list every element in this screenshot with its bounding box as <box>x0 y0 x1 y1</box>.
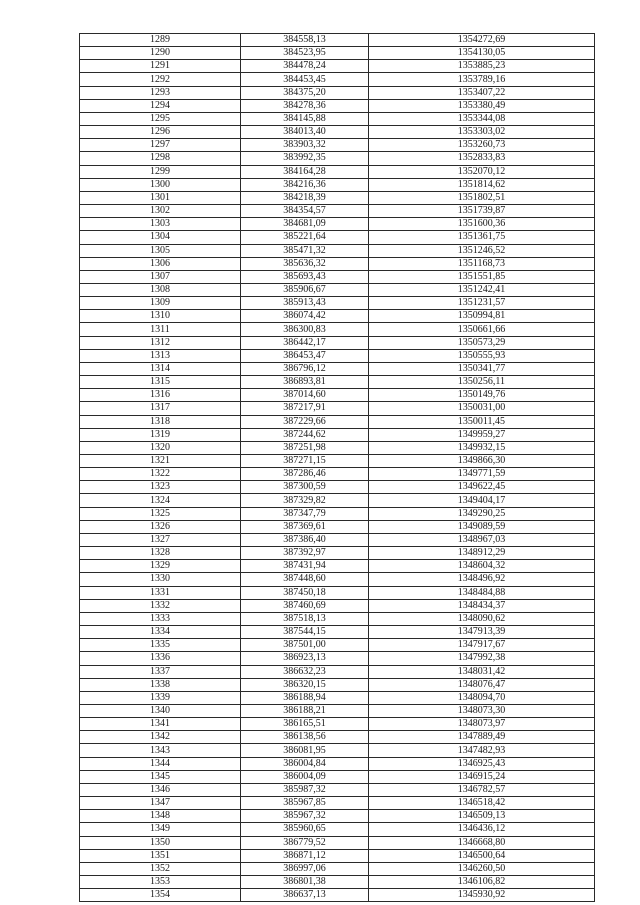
table-row <box>80 257 595 270</box>
y-coordinate-cell: 1348073,97 <box>369 718 595 731</box>
table-row <box>80 126 595 139</box>
x-coordinate-cell: 387501,00 <box>241 639 369 652</box>
point-number-cell: 1290 <box>80 47 241 60</box>
x-coordinate-cell: 387229,66 <box>241 415 369 428</box>
x-coordinate-cell: 387347,79 <box>241 507 369 520</box>
x-coordinate-cell: 385987,32 <box>241 783 369 796</box>
y-coordinate-cell: 1346915,24 <box>369 770 595 783</box>
x-coordinate-cell: 385967,32 <box>241 810 369 823</box>
table-row <box>80 718 595 731</box>
table-row <box>80 152 595 165</box>
y-coordinate-cell: 1348090,62 <box>369 612 595 625</box>
x-coordinate-cell: 386893,81 <box>241 376 369 389</box>
point-number-cell: 1346 <box>80 783 241 796</box>
point-number-cell: 1304 <box>80 231 241 244</box>
table-row <box>80 165 595 178</box>
table-row <box>80 244 595 257</box>
y-coordinate-cell: 1353380,49 <box>369 99 595 112</box>
x-coordinate-cell: 386801,38 <box>241 876 369 889</box>
table-row <box>80 402 595 415</box>
y-coordinate-cell: 1352070,12 <box>369 165 595 178</box>
table-row <box>80 455 595 468</box>
y-coordinate-cell: 1351361,75 <box>369 231 595 244</box>
point-number-cell: 1298 <box>80 152 241 165</box>
x-coordinate-cell: 384278,36 <box>241 99 369 112</box>
point-number-cell: 1337 <box>80 665 241 678</box>
x-coordinate-cell: 387386,40 <box>241 533 369 546</box>
table-row <box>80 99 595 112</box>
table-row <box>80 283 595 296</box>
point-number-cell: 1311 <box>80 323 241 336</box>
x-coordinate-cell: 387014,60 <box>241 389 369 402</box>
x-coordinate-cell: 383992,35 <box>241 152 369 165</box>
point-number-cell: 1308 <box>80 283 241 296</box>
table-row <box>80 310 595 323</box>
y-coordinate-cell: 1348604,32 <box>369 560 595 573</box>
table-row <box>80 757 595 770</box>
point-number-cell: 1305 <box>80 244 241 257</box>
point-number-cell: 1335 <box>80 639 241 652</box>
point-number-cell: 1343 <box>80 744 241 757</box>
table-row <box>80 639 595 652</box>
table-row <box>80 797 595 810</box>
x-coordinate-cell: 384375,20 <box>241 86 369 99</box>
table-row <box>80 73 595 86</box>
x-coordinate-cell: 387217,91 <box>241 402 369 415</box>
table-row <box>80 533 595 546</box>
y-coordinate-cell: 1348434,37 <box>369 599 595 612</box>
x-coordinate-cell: 384164,28 <box>241 165 369 178</box>
table-row <box>80 783 595 796</box>
x-coordinate-cell: 387369,61 <box>241 520 369 533</box>
y-coordinate-cell: 1349771,59 <box>369 468 595 481</box>
table-row <box>80 349 595 362</box>
table-row <box>80 481 595 494</box>
point-number-cell: 1295 <box>80 112 241 125</box>
y-coordinate-cell: 1346668,80 <box>369 836 595 849</box>
x-coordinate-cell: 385636,32 <box>241 257 369 270</box>
y-coordinate-cell: 1353303,02 <box>369 126 595 139</box>
x-coordinate-cell: 386796,12 <box>241 362 369 375</box>
y-coordinate-cell: 1348496,92 <box>369 573 595 586</box>
x-coordinate-cell: 386300,83 <box>241 323 369 336</box>
x-coordinate-cell: 387329,82 <box>241 494 369 507</box>
table-row <box>80 678 595 691</box>
x-coordinate-cell: 384558,13 <box>241 34 369 47</box>
y-coordinate-cell: 1348094,70 <box>369 691 595 704</box>
y-coordinate-cell: 1347482,93 <box>369 744 595 757</box>
y-coordinate-cell: 1351739,87 <box>369 205 595 218</box>
y-coordinate-cell: 1346509,13 <box>369 810 595 823</box>
point-number-cell: 1353 <box>80 876 241 889</box>
point-number-cell: 1354 <box>80 889 241 902</box>
y-coordinate-cell: 1346782,57 <box>369 783 595 796</box>
y-coordinate-cell: 1346500,64 <box>369 849 595 862</box>
y-coordinate-cell: 1347889,49 <box>369 731 595 744</box>
x-coordinate-cell: 387392,97 <box>241 547 369 560</box>
x-coordinate-cell: 386923,13 <box>241 652 369 665</box>
x-coordinate-cell: 383903,32 <box>241 139 369 152</box>
x-coordinate-cell: 387544,15 <box>241 626 369 639</box>
x-coordinate-cell: 386637,13 <box>241 889 369 902</box>
point-number-cell: 1352 <box>80 862 241 875</box>
point-number-cell: 1317 <box>80 402 241 415</box>
x-coordinate-cell: 386442,17 <box>241 336 369 349</box>
point-number-cell: 1323 <box>80 481 241 494</box>
table-row <box>80 34 595 47</box>
point-number-cell: 1326 <box>80 520 241 533</box>
x-coordinate-cell: 384478,24 <box>241 60 369 73</box>
table-row <box>80 573 595 586</box>
table-row <box>80 691 595 704</box>
point-number-cell: 1322 <box>80 468 241 481</box>
y-coordinate-cell: 1351600,36 <box>369 218 595 231</box>
table-row <box>80 626 595 639</box>
point-number-cell: 1291 <box>80 60 241 73</box>
point-number-cell: 1330 <box>80 573 241 586</box>
table-row <box>80 270 595 283</box>
point-number-cell: 1320 <box>80 441 241 454</box>
point-number-cell: 1319 <box>80 428 241 441</box>
table-row <box>80 586 595 599</box>
x-coordinate-cell: 385471,32 <box>241 244 369 257</box>
x-coordinate-cell: 386188,94 <box>241 691 369 704</box>
x-coordinate-cell: 386004,09 <box>241 770 369 783</box>
point-number-cell: 1350 <box>80 836 241 849</box>
y-coordinate-cell: 1354272,69 <box>369 34 595 47</box>
point-number-cell: 1339 <box>80 691 241 704</box>
x-coordinate-cell: 385221,64 <box>241 231 369 244</box>
point-number-cell: 1316 <box>80 389 241 402</box>
x-coordinate-cell: 385960,65 <box>241 823 369 836</box>
table-row <box>80 47 595 60</box>
table-row <box>80 494 595 507</box>
point-number-cell: 1314 <box>80 362 241 375</box>
y-coordinate-cell: 1351231,57 <box>369 297 595 310</box>
table-row <box>80 652 595 665</box>
x-coordinate-cell: 384453,45 <box>241 73 369 86</box>
x-coordinate-cell: 386188,21 <box>241 704 369 717</box>
y-coordinate-cell: 1350555,93 <box>369 349 595 362</box>
y-coordinate-cell: 1349866,30 <box>369 455 595 468</box>
table-row <box>80 139 595 152</box>
table-row <box>80 336 595 349</box>
point-number-cell: 1315 <box>80 376 241 389</box>
y-coordinate-cell: 1351802,51 <box>369 191 595 204</box>
point-number-cell: 1336 <box>80 652 241 665</box>
y-coordinate-cell: 1353789,16 <box>369 73 595 86</box>
table-row <box>80 362 595 375</box>
x-coordinate-cell: 386453,47 <box>241 349 369 362</box>
y-coordinate-cell: 1352833,83 <box>369 152 595 165</box>
y-coordinate-cell: 1350573,29 <box>369 336 595 349</box>
y-coordinate-cell: 1353260,73 <box>369 139 595 152</box>
point-number-cell: 1340 <box>80 704 241 717</box>
table-row <box>80 810 595 823</box>
point-number-cell: 1331 <box>80 586 241 599</box>
y-coordinate-cell: 1347917,67 <box>369 639 595 652</box>
y-coordinate-cell: 1351246,52 <box>369 244 595 257</box>
x-coordinate-cell: 384354,57 <box>241 205 369 218</box>
x-coordinate-cell: 384681,09 <box>241 218 369 231</box>
table-row <box>80 178 595 191</box>
point-number-cell: 1334 <box>80 626 241 639</box>
table-row <box>80 231 595 244</box>
table-row <box>80 612 595 625</box>
point-number-cell: 1300 <box>80 178 241 191</box>
x-coordinate-cell: 385906,67 <box>241 283 369 296</box>
point-number-cell: 1324 <box>80 494 241 507</box>
x-coordinate-cell: 386632,23 <box>241 665 369 678</box>
point-number-cell: 1313 <box>80 349 241 362</box>
x-coordinate-cell: 385967,85 <box>241 797 369 810</box>
x-coordinate-cell: 386004,84 <box>241 757 369 770</box>
table-row <box>80 191 595 204</box>
x-coordinate-cell: 387251,98 <box>241 441 369 454</box>
y-coordinate-cell: 1348484,88 <box>369 586 595 599</box>
point-number-cell: 1299 <box>80 165 241 178</box>
table-row <box>80 704 595 717</box>
y-coordinate-cell: 1351551,85 <box>369 270 595 283</box>
point-number-cell: 1328 <box>80 547 241 560</box>
x-coordinate-cell: 387271,15 <box>241 455 369 468</box>
table-row <box>80 507 595 520</box>
point-number-cell: 1309 <box>80 297 241 310</box>
point-number-cell: 1303 <box>80 218 241 231</box>
table-row <box>80 547 595 560</box>
y-coordinate-cell: 1348076,47 <box>369 678 595 691</box>
y-coordinate-cell: 1351242,41 <box>369 283 595 296</box>
point-number-cell: 1312 <box>80 336 241 349</box>
table-row <box>80 441 595 454</box>
point-number-cell: 1296 <box>80 126 241 139</box>
y-coordinate-cell: 1351168,73 <box>369 257 595 270</box>
y-coordinate-cell: 1349290,25 <box>369 507 595 520</box>
point-number-cell: 1338 <box>80 678 241 691</box>
table-body <box>80 34 595 902</box>
y-coordinate-cell: 1346106,82 <box>369 876 595 889</box>
y-coordinate-cell: 1353885,23 <box>369 60 595 73</box>
table-row <box>80 389 595 402</box>
point-number-cell: 1345 <box>80 770 241 783</box>
table-row <box>80 731 595 744</box>
x-coordinate-cell: 387460,69 <box>241 599 369 612</box>
y-coordinate-cell: 1348912,29 <box>369 547 595 560</box>
y-coordinate-cell: 1351814,62 <box>369 178 595 191</box>
point-number-cell: 1351 <box>80 849 241 862</box>
point-number-cell: 1293 <box>80 86 241 99</box>
x-coordinate-cell: 387300,59 <box>241 481 369 494</box>
table-row <box>80 744 595 757</box>
y-coordinate-cell: 1353344,08 <box>369 112 595 125</box>
x-coordinate-cell: 386081,95 <box>241 744 369 757</box>
x-coordinate-cell: 386138,56 <box>241 731 369 744</box>
table-row <box>80 560 595 573</box>
y-coordinate-cell: 1348967,03 <box>369 533 595 546</box>
x-coordinate-cell: 386871,12 <box>241 849 369 862</box>
y-coordinate-cell: 1354130,05 <box>369 47 595 60</box>
x-coordinate-cell: 386320,15 <box>241 678 369 691</box>
table-row <box>80 205 595 218</box>
point-number-cell: 1333 <box>80 612 241 625</box>
point-number-cell: 1347 <box>80 797 241 810</box>
table-row <box>80 876 595 889</box>
y-coordinate-cell: 1346436,12 <box>369 823 595 836</box>
y-coordinate-cell: 1350661,66 <box>369 323 595 336</box>
table-row <box>80 862 595 875</box>
table-row <box>80 376 595 389</box>
table-row <box>80 428 595 441</box>
x-coordinate-cell: 385693,43 <box>241 270 369 283</box>
point-number-cell: 1342 <box>80 731 241 744</box>
y-coordinate-cell: 1346260,50 <box>369 862 595 875</box>
table-row <box>80 297 595 310</box>
point-number-cell: 1341 <box>80 718 241 731</box>
y-coordinate-cell: 1346925,43 <box>369 757 595 770</box>
point-number-cell: 1301 <box>80 191 241 204</box>
coordinates-table <box>79 33 595 902</box>
point-number-cell: 1348 <box>80 810 241 823</box>
table-row <box>80 323 595 336</box>
x-coordinate-cell: 384013,40 <box>241 126 369 139</box>
point-number-cell: 1344 <box>80 757 241 770</box>
y-coordinate-cell: 1347913,39 <box>369 626 595 639</box>
x-coordinate-cell: 386074,42 <box>241 310 369 323</box>
x-coordinate-cell: 384145,88 <box>241 112 369 125</box>
x-coordinate-cell: 386779,52 <box>241 836 369 849</box>
point-number-cell: 1327 <box>80 533 241 546</box>
y-coordinate-cell: 1350149,76 <box>369 389 595 402</box>
x-coordinate-cell: 387244,62 <box>241 428 369 441</box>
table-row <box>80 415 595 428</box>
point-number-cell: 1294 <box>80 99 241 112</box>
y-coordinate-cell: 1349622,45 <box>369 481 595 494</box>
y-coordinate-cell: 1350031,00 <box>369 402 595 415</box>
y-coordinate-cell: 1348073,30 <box>369 704 595 717</box>
table-row <box>80 520 595 533</box>
y-coordinate-cell: 1349089,59 <box>369 520 595 533</box>
y-coordinate-cell: 1353407,22 <box>369 86 595 99</box>
y-coordinate-cell: 1345930,92 <box>369 889 595 902</box>
point-number-cell: 1318 <box>80 415 241 428</box>
table-row <box>80 468 595 481</box>
point-number-cell: 1306 <box>80 257 241 270</box>
x-coordinate-cell: 384218,39 <box>241 191 369 204</box>
table-row <box>80 60 595 73</box>
y-coordinate-cell: 1350341,77 <box>369 362 595 375</box>
table-row <box>80 823 595 836</box>
y-coordinate-cell: 1350256,11 <box>369 376 595 389</box>
table-row <box>80 112 595 125</box>
y-coordinate-cell: 1350994,81 <box>369 310 595 323</box>
point-number-cell: 1321 <box>80 455 241 468</box>
x-coordinate-cell: 386997,06 <box>241 862 369 875</box>
y-coordinate-cell: 1348031,42 <box>369 665 595 678</box>
y-coordinate-cell: 1349959,27 <box>369 428 595 441</box>
point-number-cell: 1332 <box>80 599 241 612</box>
y-coordinate-cell: 1347992,38 <box>369 652 595 665</box>
table-row <box>80 849 595 862</box>
table-row <box>80 770 595 783</box>
x-coordinate-cell: 384216,36 <box>241 178 369 191</box>
point-number-cell: 1292 <box>80 73 241 86</box>
point-number-cell: 1307 <box>80 270 241 283</box>
point-number-cell: 1302 <box>80 205 241 218</box>
table-row <box>80 599 595 612</box>
y-coordinate-cell: 1346518,42 <box>369 797 595 810</box>
point-number-cell: 1297 <box>80 139 241 152</box>
point-number-cell: 1349 <box>80 823 241 836</box>
y-coordinate-cell: 1349404,17 <box>369 494 595 507</box>
table-row <box>80 836 595 849</box>
x-coordinate-cell: 387448,60 <box>241 573 369 586</box>
point-number-cell: 1325 <box>80 507 241 520</box>
x-coordinate-cell: 387286,46 <box>241 468 369 481</box>
x-coordinate-cell: 387450,18 <box>241 586 369 599</box>
point-number-cell: 1329 <box>80 560 241 573</box>
point-number-cell: 1310 <box>80 310 241 323</box>
table-row <box>80 86 595 99</box>
y-coordinate-cell: 1350011,45 <box>369 415 595 428</box>
point-number-cell: 1289 <box>80 34 241 47</box>
x-coordinate-cell: 387518,13 <box>241 612 369 625</box>
x-coordinate-cell: 384523,95 <box>241 47 369 60</box>
x-coordinate-cell: 386165,51 <box>241 718 369 731</box>
table-row <box>80 218 595 231</box>
table-row <box>80 665 595 678</box>
x-coordinate-cell: 387431,94 <box>241 560 369 573</box>
y-coordinate-cell: 1349932,15 <box>369 441 595 454</box>
table-row <box>80 889 595 902</box>
x-coordinate-cell: 385913,43 <box>241 297 369 310</box>
